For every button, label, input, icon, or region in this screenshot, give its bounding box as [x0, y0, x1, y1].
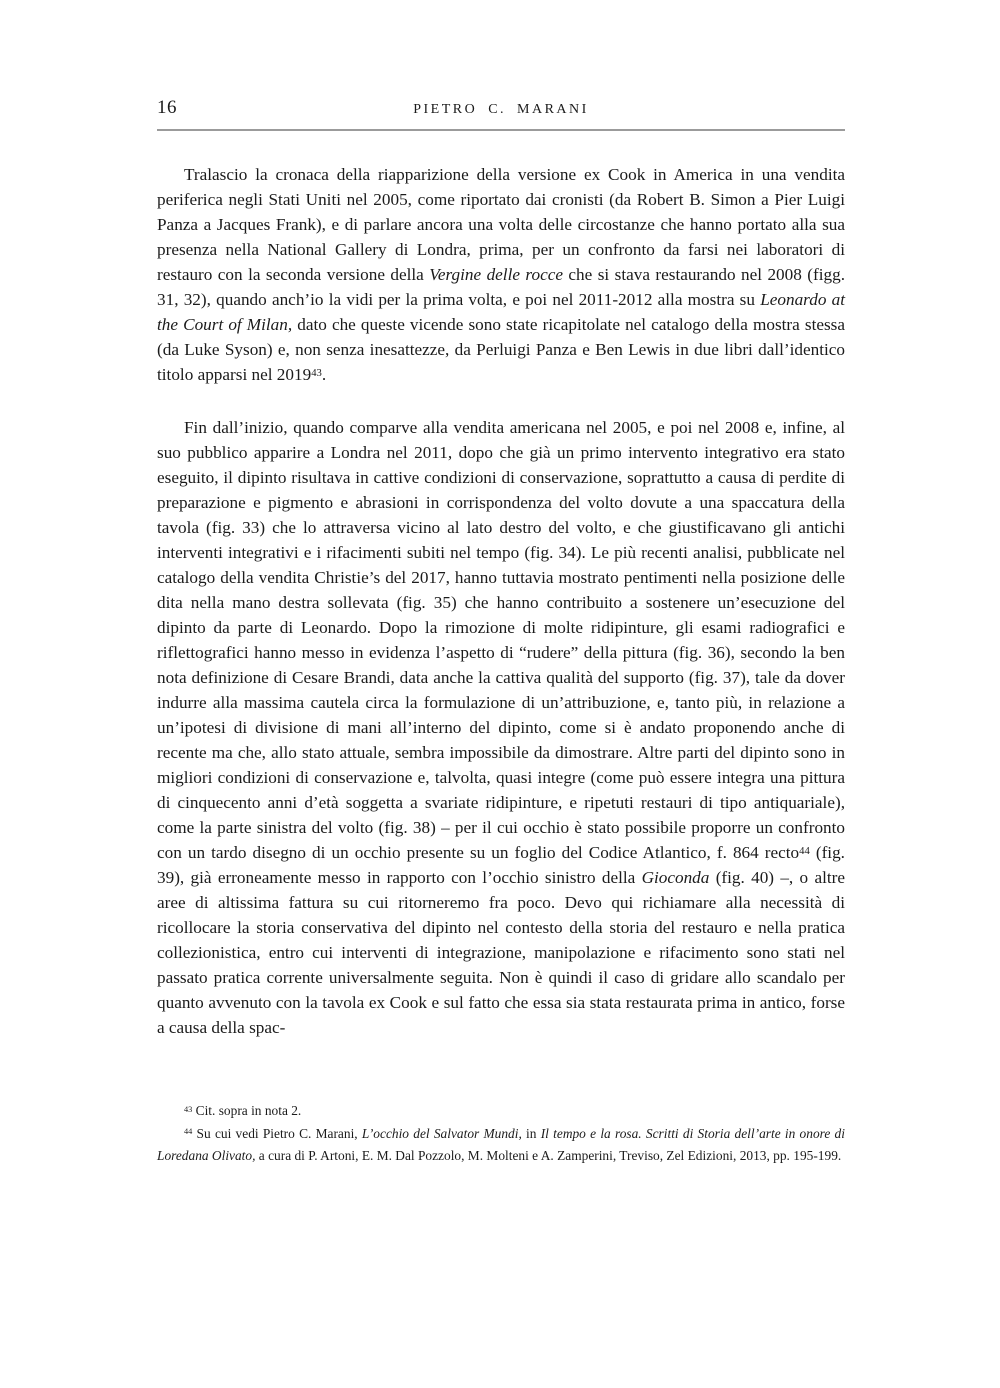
text-run: che si stava restaurando nel 2008 (figg. 31, 32), quando anch’io la vidi per la prima volta, e poi nel 2011-2012 alla mostra su — [157, 265, 845, 309]
footnote-44 — [157, 1123, 845, 1168]
italic-text: Leonardo at the Court of Milan, — [157, 290, 846, 334]
text-run: (fig. 39), già erroneamente messo in rapporto con l’occhio sinistro della — [157, 843, 845, 887]
text-run: Su cui vedi Pietro C. Marani, — [192, 1125, 362, 1141]
page-number: 16 — [157, 97, 177, 118]
text-run: Fin dall’inizio, quando comparve alla vendita americana nel 2005, e poi nel 2008 e, infine, al suo pubblico apparire a Londra nel 2011, dopo che già un primo intervento integrativo era stato eseguito, il dipinto risultava in cattive condizioni di conservazione, soprattutto a causa di perdite di preparazione e pigmento e abrasioni in corrispondenza del volto dovute a una spaccatura della tavola (fig. 33) che lo attraversa vicino al lato destro del volto, e che giustificavano gli antichi interventi integrativi e i rifacimenti subiti nel tempo (fig. 34). Le più recenti analisi, pubblicate nel catalogo della vendita Christie’s del 2017, hanno tuttavia mostrato pentimenti nella posizione delle dita nella mano destra sollevata (fig. 35) che hanno contribuito a sostenere un’esecuzione del dipinto da parte di Leonardo. Dopo la rimozione di molte ridipinture, gli esami radiografici e riflettografici hanno messo in evidenza l’aspetto di “rudere” della pittura (fig. 36), secondo la ben nota definizione di Cesare Brandi, data anche la cattiva qualità del supporto (fig. 37), tale da dover indurre alla massima cautela circa la formulazione di un’attribuzione, e, tanto più, in relazione a un’ipotesi di divisione di mani all’interno del dipinto, come si è andato proponendo anche di recente ma che, allo stato attuale, sembra impossibile da dimostrare. Altre parti del dipinto sono in migliori condizioni di conservazione e, talvolta, quasi integre (come può essere integra una pittura di cinquecento anni d’età soggetta a svariate ridipinture, e ripetuti restauri di tipo antiquariale), come la parte sinistra del volto (fig. 38) – per il cui occhio è stato possibile proporre un confronto con un tardo disegno di un occhio presente su un foglio del Codice Atlantico, f. 864 recto — [157, 418, 845, 862]
page-header — [157, 0, 845, 130]
footnote-ref: 44 — [799, 845, 810, 857]
text-run: Tralascio la cronaca della riapparizione della versione ex Cook in America in una vendita periferica negli Stati Uniti nel 2005, come riportato dai cronisti (da Robert B. Simon a Pier Luigi Panza a Jacques Frank), e di parlare ancora una volta delle circostanze che hanno portato alla sua presenza nella National Gallery di Londra, prima, per un confronto da farsi nei laboratori di restauro con la seconda versione della — [157, 165, 845, 284]
italic-text: L’occhio del Salvator Mundi, — [361, 1125, 522, 1141]
text-run: Cit. sopra in nota 2. — [192, 1103, 302, 1118]
header-rule — [157, 129, 845, 131]
text-run: (fig. 40) –, o altre aree di altissima fattura su cui ritorneremo fra poco. Devo qui richiamare alla necessità di ricollocare la storia conservativa del dipinto nel contesto della storia del restauro e nella pratica collezionistica, entro cui interventi di integrazione, manipolazione e rifacimento sono stati nel passato pratica corrente universalmente seguita. Non è quindi il caso di gridare allo scandalo per quanto avvenuto con la tavola ex Cook e sul fatto che essa sia stata restaurata prima in antico, forse a causa della spac- — [157, 868, 845, 1037]
paragraph-2 — [157, 415, 845, 1040]
footnote-ref: 43 — [184, 1104, 193, 1114]
italic-text: Vergine delle rocce — [429, 265, 563, 284]
text-run: in — [521, 1125, 541, 1141]
text-run: . — [321, 365, 327, 384]
paragraph-1 — [157, 162, 845, 387]
footnote-43 — [157, 1100, 845, 1123]
italic-text: Il tempo e la rosa. Scritti di Storia dell’arte in onore di Loredana Olivato, — [157, 1125, 845, 1163]
footnotes — [157, 1100, 845, 1168]
footnote-ref: 44 — [184, 1127, 193, 1137]
text-run: a cura di P. Artoni, E. M. Dal Pozzolo, M. Molteni e A. Zamperini, Treviso, Zel Edizioni, 2013, pp. 195-199. — [255, 1148, 842, 1163]
footnote-ref: 43 — [311, 367, 322, 379]
running-title: PIETRO C. MARANI — [413, 102, 589, 117]
body-text — [157, 162, 845, 1040]
italic-text: Gioconda — [641, 868, 710, 887]
text-run: dato che queste vicende sono state ricapitolate nel catalogo della mostra stessa (da Luke Syson) e, non senza inesattezze, da Perluigi Panza e Ben Lewis in due libri dall’identico titolo apparsi nel 2019 — [157, 315, 845, 384]
